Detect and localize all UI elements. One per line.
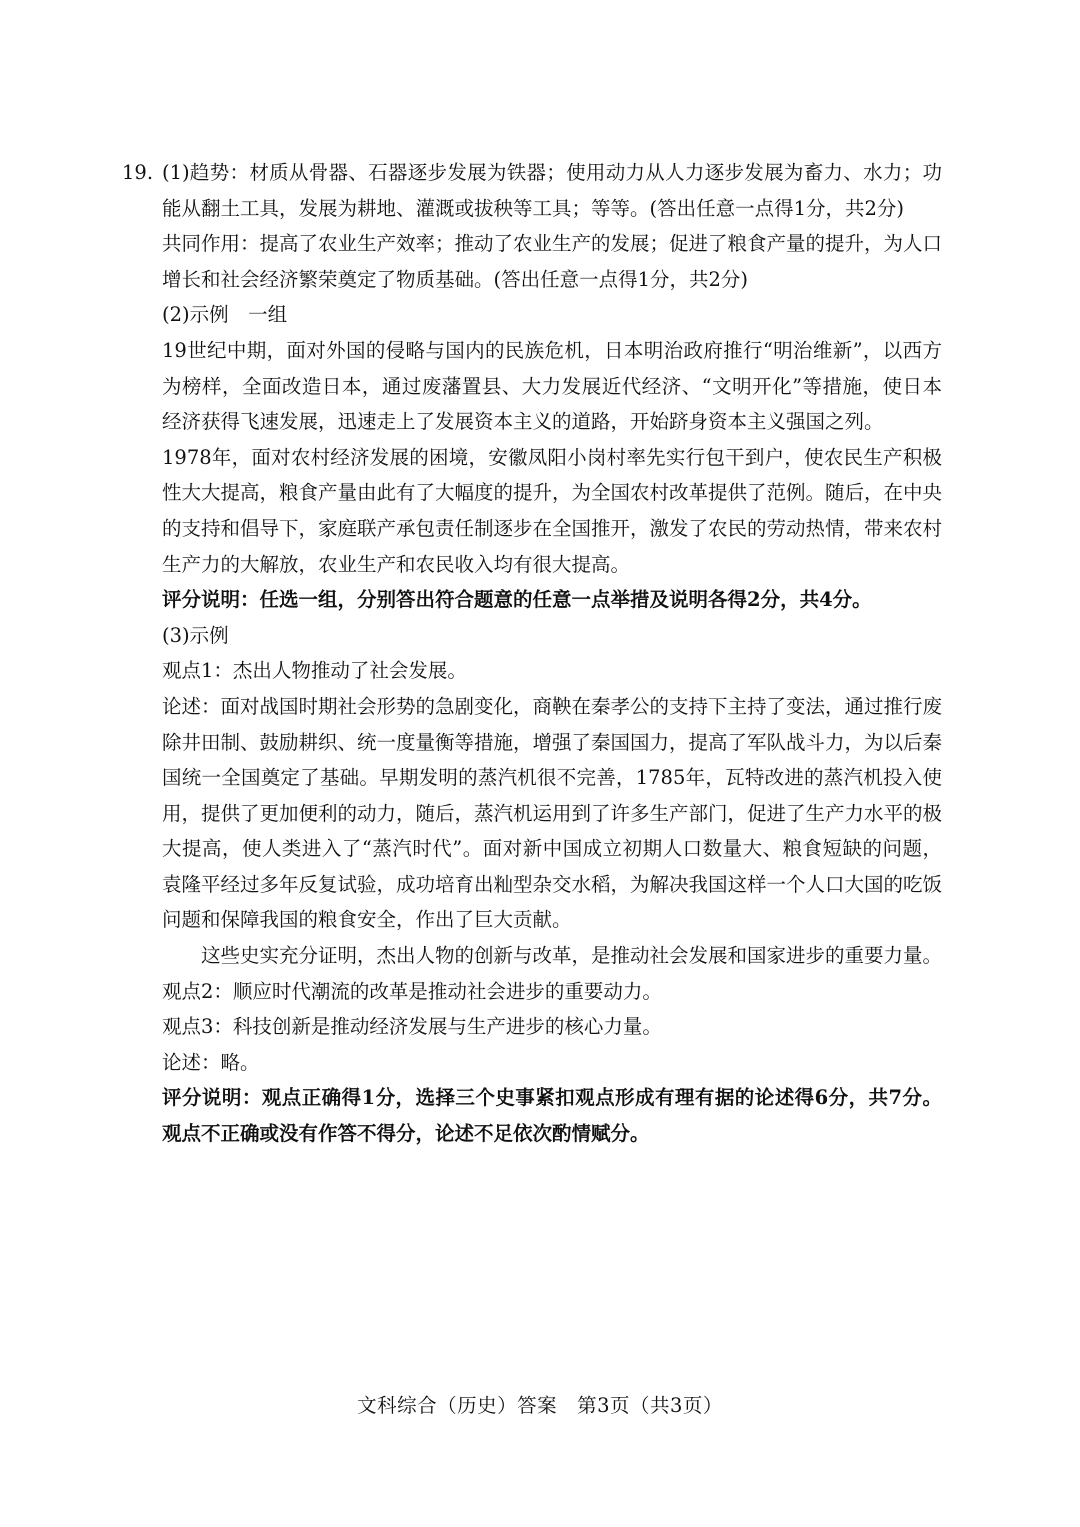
q19-part2-heading: (2)示例 一组 bbox=[162, 303, 288, 327]
q19-part2-japan-example: 19世纪中期，面对外国的侵略与国内的民族危机，日本明治政府推行“明治维新”，以西方为榜样，全面改造日本，通过废藩置县、大力发展近代经济、“文明开化”等措施，使日本经济获得飞速发展，迅速走上了发展资本主义的道路，开始跻身资本主义强国之列。 bbox=[162, 338, 942, 434]
q19-part3-viewpoint-3: 观点3：科技创新是推动经济发展与生产进步的核心力量。 bbox=[162, 1015, 662, 1039]
answer-content bbox=[122, 155, 942, 1152]
q19-part1-trend bbox=[122, 155, 942, 226]
q19-part3-argument: 论述：面对战国时期社会形势的急剧变化，商鞅在秦孝公的支持下主持了变法，通过推行废除井田制、鼓励耕织、统一度量衡等措施，增强了秦国国力，提高了军队战斗力，为以后秦国统一全国奠定了基础。早期发明的蒸汽机很不完善，1785年，瓦特改进的蒸汽机投入使用，提供了更加便利的动力，随后，蒸汽机运用到了许多生产部门，促进了生产力水平的极大提高，使人类进入了“蒸汽时代”。面对新中国成立初期人口数量大、粮食短缺的问题，袁隆平经过多年反复试验，成功培育出籼型杂交水稻，为解决我国这样一个人口大国的吃饭问题和保障我国的粮食安全，作出了巨大贡献。 bbox=[162, 694, 943, 932]
q19-part3-argument-omitted: 论述：略。 bbox=[162, 1050, 260, 1074]
page-footer: 文科综合（历史）答案 第3页（共3页） bbox=[357, 1394, 723, 1417]
q19-part3-scoring-note: 评分说明：观点正确得1分，选择三个史事紧扣观点形成有理有据的论述得6分，共7分。观点不正确或没有作答不得分，论述不足依次酌情赋分。 bbox=[162, 1086, 942, 1146]
q19-part2-china-example: 1978年，面对农村经济发展的困境，安徽凤阳小岗村率先实行包干到户，使农民生产积极性大大提高，粮食产量由此有了大幅度的提升，为全国农村改革提供了范例。随后，在中央的支持和倡导下，家庭联产承包责任制逐步在全国推开，激发了农民的劳动热情，带来农村生产力的大解放，农业生产和农民收入均有很大提高。 bbox=[162, 445, 943, 576]
q19-part2-scoring-note: 评分说明：任选一组，分别答出符合题意的任意一点举措及说明各得2分，共4分。 bbox=[162, 588, 872, 612]
part1-trend-text: (1)趋势：材质从骨器、石器逐步发展为铁器；使用动力从人力逐步发展为畜力、水力；功能从翻土工具，发展为耕地、灌溉或拔秧等工具；等等。(答出任意一点得1分，共2分) bbox=[162, 161, 942, 220]
q19-part3-viewpoint-2: 观点2：顺应时代潮流的改革是推动社会进步的重要动力。 bbox=[162, 979, 662, 1003]
question-number: 19. bbox=[122, 161, 154, 184]
q19-part3-conclusion: 这些史实充分证明，杰出人物的创新与改革，是推动社会发展和国家进步的重要力量。 bbox=[201, 944, 943, 968]
q19-part3-viewpoint-1: 观点1：杰出人物推动了社会发展。 bbox=[162, 659, 467, 683]
q19-part3-heading: (3)示例 bbox=[162, 623, 229, 647]
q19-part1-effect: 共同作用：提高了农业生产效率；推动了农业生产的发展；促进了粮食产量的提升，为人口增长和社会经济繁荣奠定了物质基础。(答出任意一点得1分，共2分) bbox=[162, 232, 943, 291]
